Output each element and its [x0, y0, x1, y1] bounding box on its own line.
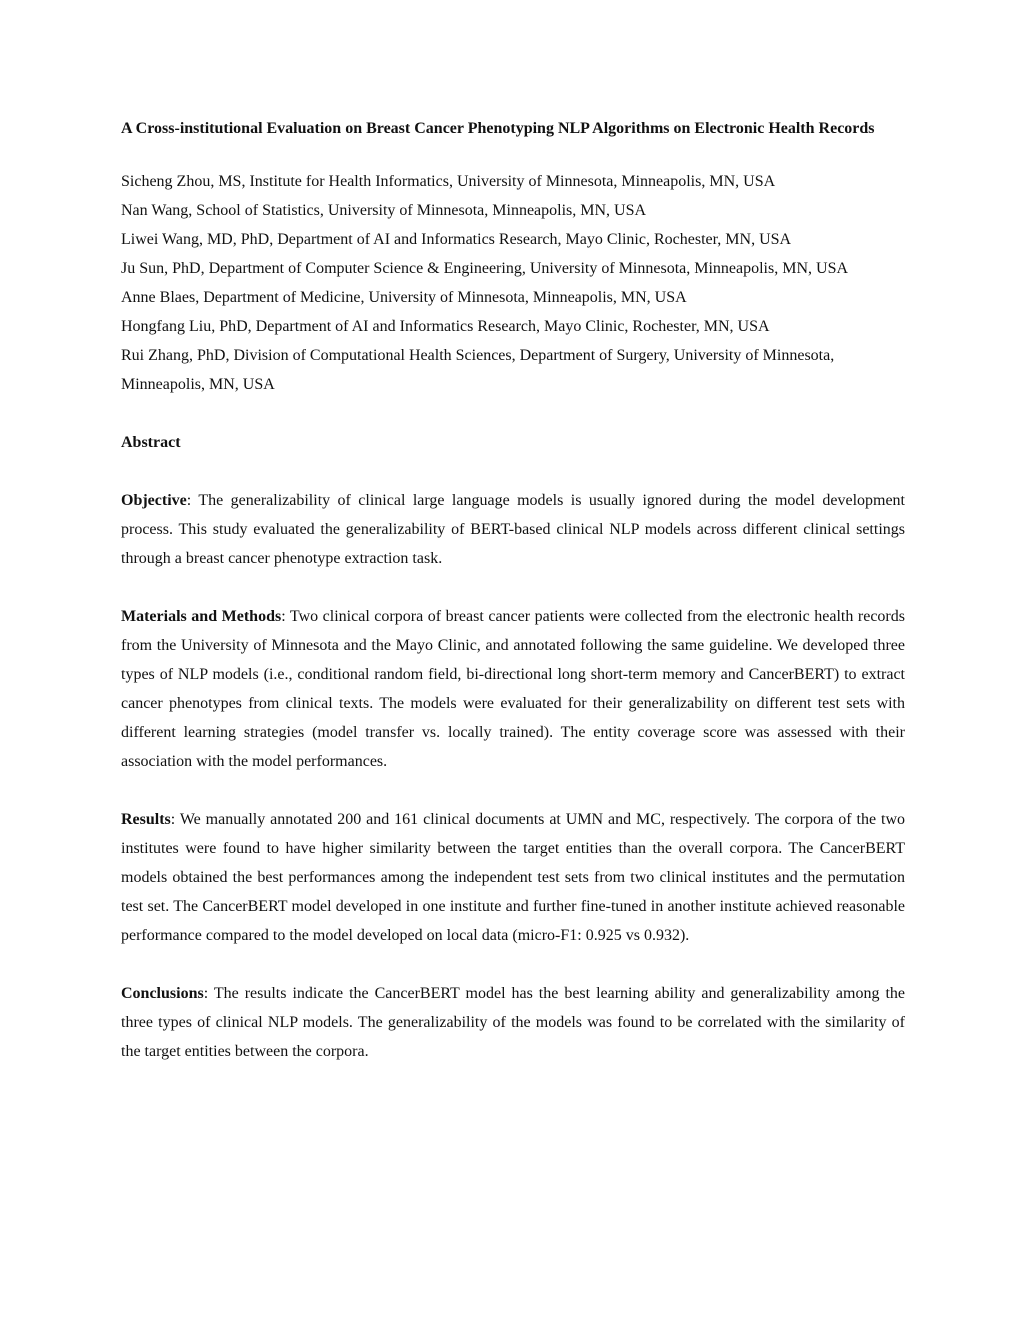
author-line: Anne Blaes, Department of Medicine, University of Minnesota, Minneapolis, MN, USA — [121, 289, 687, 306]
author-line: Rui Zhang, PhD, Division of Computational Health Sciences, Department of Surgery, University of Minnesota, Minneapolis, MN, USA — [121, 347, 835, 393]
author-list — [121, 167, 905, 399]
author-line: Liwei Wang, MD, PhD, Department of AI and Informatics Research, Mayo Clinic, Rochester, MN, USA — [121, 231, 792, 248]
paper-title: A Cross-institutional Evaluation on Breast Cancer Phenotyping NLP Algorithms on Electronic Health Records — [121, 120, 875, 137]
section-text: : Two clinical corpora of breast cancer patients were collected from the electronic health records from the University of Minnesota and the Mayo Clinic, and annotated following the same guideline. We developed three types of NLP models (i.e., conditional random field, bi-directional long short-term memory and CancerBERT) to extract cancer phenotypes from clinical texts. The models were evaluated for their generalizability on different test sets with different learning strategies (model transfer vs. locally trained). The entity coverage score was assessed with their association with the model performances. — [121, 608, 905, 770]
section-text: : The results indicate the CancerBERT model has the best learning ability and generalizability among the three types of clinical NLP models. The generalizability of the models was found to be correlated with the similarity of the target entities between the corpora. — [121, 985, 905, 1060]
section-label: Results — [121, 811, 171, 828]
abstract-results — [121, 805, 905, 950]
author-line: Hongfang Liu, PhD, Department of AI and Informatics Research, Mayo Clinic, Rochester, MN, USA — [121, 318, 770, 335]
section-label: Conclusions — [121, 985, 204, 1002]
author-line: Nan Wang, School of Statistics, University of Minnesota, Minneapolis, MN, USA — [121, 202, 647, 219]
abstract-materials-methods — [121, 602, 905, 776]
abstract-objective — [121, 486, 905, 573]
section-text: : The generalizability of clinical large language models is usually ignored during the model development process. This study evaluated the generalizability of BERT-based clinical NLP models across different clinical settings through a breast cancer phenotype extraction task. — [121, 492, 905, 567]
section-label: Materials and Methods — [121, 608, 282, 625]
abstract-conclusions — [121, 979, 905, 1066]
author-line: Sicheng Zhou, MS, Institute for Health Informatics, University of Minnesota, Minneapolis, MN, USA — [121, 173, 776, 190]
section-label: Objective — [121, 492, 187, 509]
paper-page — [121, 114, 905, 1066]
section-text: : We manually annotated 200 and 161 clinical documents at UMN and MC, respectively. The corpora of the two institutes were found to have higher similarity between the target entities than the overall corpora. The CancerBERT models obtained the best performances among the independent test sets from two clinical institutes and the permutation test set. The CancerBERT model developed in one institute and further fine-tuned in another institute achieved reasonable performance compared to the model developed on local data (micro-F1: 0.925 vs 0.932). — [121, 811, 905, 944]
abstract-heading: Abstract — [121, 434, 181, 451]
author-line: Ju Sun, PhD, Department of Computer Science & Engineering, University of Minnesota, Minneapolis, MN, USA — [121, 260, 849, 277]
